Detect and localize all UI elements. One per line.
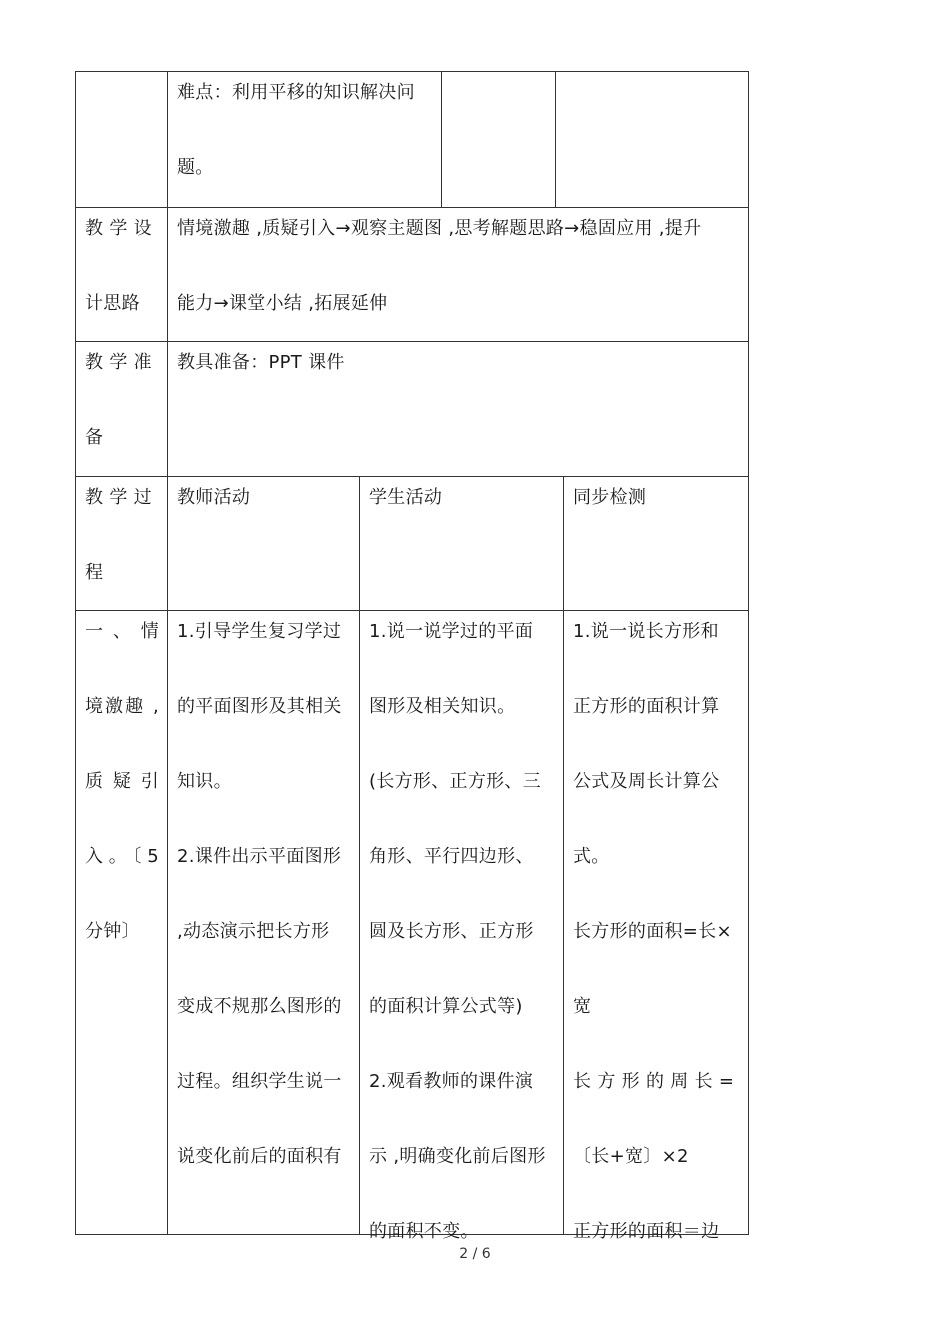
- student-activity-header: 学生活动: [369, 487, 443, 508]
- text-line: 圆及长方形、正方形: [369, 921, 534, 942]
- text-line: 教 学 设: [85, 218, 152, 239]
- text-line: 变成不规那么图形的: [177, 996, 342, 1017]
- text-line: (长方形、正方形、三: [369, 771, 542, 792]
- design-text: [177, 191, 740, 341]
- text-line: 一 、 情: [85, 621, 159, 642]
- text-line: 难点：利用平移的知识解决问: [177, 82, 415, 103]
- student-header-cell: [360, 477, 564, 610]
- table-row-process-header: [75, 476, 749, 610]
- check-header-cell: [564, 477, 749, 610]
- text-line: 知识。: [177, 771, 232, 792]
- text-line: 说变化前后的面积有: [177, 1146, 342, 1167]
- text-line: 教 学 准: [85, 352, 152, 373]
- text-line: 质 疑 引: [85, 771, 159, 792]
- text-line: 计思路: [85, 293, 140, 314]
- difficulty-text: [177, 55, 433, 205]
- row-label: [85, 191, 159, 341]
- text-line: 式。: [573, 846, 610, 867]
- teacher-header-cell: [168, 477, 360, 610]
- text-line: 过程。组织学生说一: [177, 1071, 342, 1092]
- text-line: 示 ,明确变化前后图形: [369, 1146, 546, 1167]
- label-cell: [75, 611, 168, 1234]
- row-label: [85, 325, 159, 475]
- text-line: 情境激趣 ,质疑引入→观察主题图 ,思考解题思路→稳固应用 ,提升: [177, 218, 702, 239]
- text-line: 2.观看教师的课件演: [369, 1071, 534, 1092]
- text-line: 的面积计算公式等): [369, 996, 523, 1017]
- text-line: 1.说一说长方形和: [573, 621, 719, 642]
- teacher-activity-cell: [168, 611, 360, 1234]
- text-line: 分钟〕: [85, 921, 140, 942]
- text-line: 入。〔5: [85, 846, 159, 867]
- sync-check-header: 同步检测: [573, 487, 647, 508]
- text-line: 公式及周长计算公: [573, 771, 720, 792]
- text-line: ,动态演示把长方形: [177, 921, 330, 942]
- text-line: 备: [85, 427, 104, 448]
- table-row-stage-1: [75, 610, 749, 1242]
- sync-check-text: [573, 594, 740, 1269]
- label-cell: [75, 72, 168, 207]
- sync-check-cell: [564, 611, 749, 1242]
- empty-cell: [556, 72, 749, 207]
- student-activity-text: [369, 594, 555, 1269]
- row-label: [85, 460, 159, 610]
- label-cell: [75, 208, 168, 341]
- teacher-activity-text: [177, 594, 351, 1194]
- text-line: 〔长+宽〕×2: [573, 1146, 689, 1167]
- table-row-difficulty: [75, 71, 749, 207]
- text-line: 正方形的面积计算: [573, 696, 720, 717]
- column-header: [573, 460, 740, 535]
- label-cell: [75, 342, 168, 476]
- text-line: 教 学 过: [85, 487, 152, 508]
- content-cell: [168, 208, 749, 341]
- text-line: 长 方 形 的 周 长 =: [573, 1071, 735, 1092]
- student-activity-cell: [360, 611, 564, 1242]
- column-header: [177, 460, 351, 535]
- text-line: 的平面图形及其相关: [177, 696, 342, 717]
- text-line: 2.课件出示平面图形: [177, 846, 342, 867]
- text-line: 1.引导学生复习学过: [177, 621, 342, 642]
- text-line: 境激趣 ,: [85, 696, 159, 717]
- page-number: 2 / 6: [459, 1246, 491, 1262]
- label-cell: [75, 477, 168, 610]
- row-label: [85, 594, 159, 969]
- text-line: 角形、平行四边形、: [369, 846, 534, 867]
- table-row-preparation: [75, 341, 749, 476]
- text-line: 图形及相关知识。: [369, 696, 516, 717]
- text-line: 正方形的面积＝边: [573, 1221, 720, 1242]
- column-header: [369, 460, 555, 535]
- text-line: 教具准备：PPT 课件: [177, 352, 345, 373]
- empty-cell: [442, 72, 556, 207]
- text-line: 的面积不变。: [369, 1221, 479, 1242]
- prep-text: [177, 325, 740, 400]
- content-cell: [168, 72, 442, 207]
- text-line: 程: [85, 562, 104, 583]
- content-cell: [168, 342, 749, 476]
- text-line: 宽: [573, 996, 592, 1017]
- text-line: 长方形的面积=长×: [573, 921, 732, 942]
- table-row-design: [75, 207, 749, 341]
- text-line: 1.说一说学过的平面: [369, 621, 534, 642]
- text-line: 题。: [177, 157, 214, 178]
- teacher-activity-header: 教师活动: [177, 487, 251, 508]
- text-line: 能力→课堂小结 ,拓展延伸: [177, 293, 388, 314]
